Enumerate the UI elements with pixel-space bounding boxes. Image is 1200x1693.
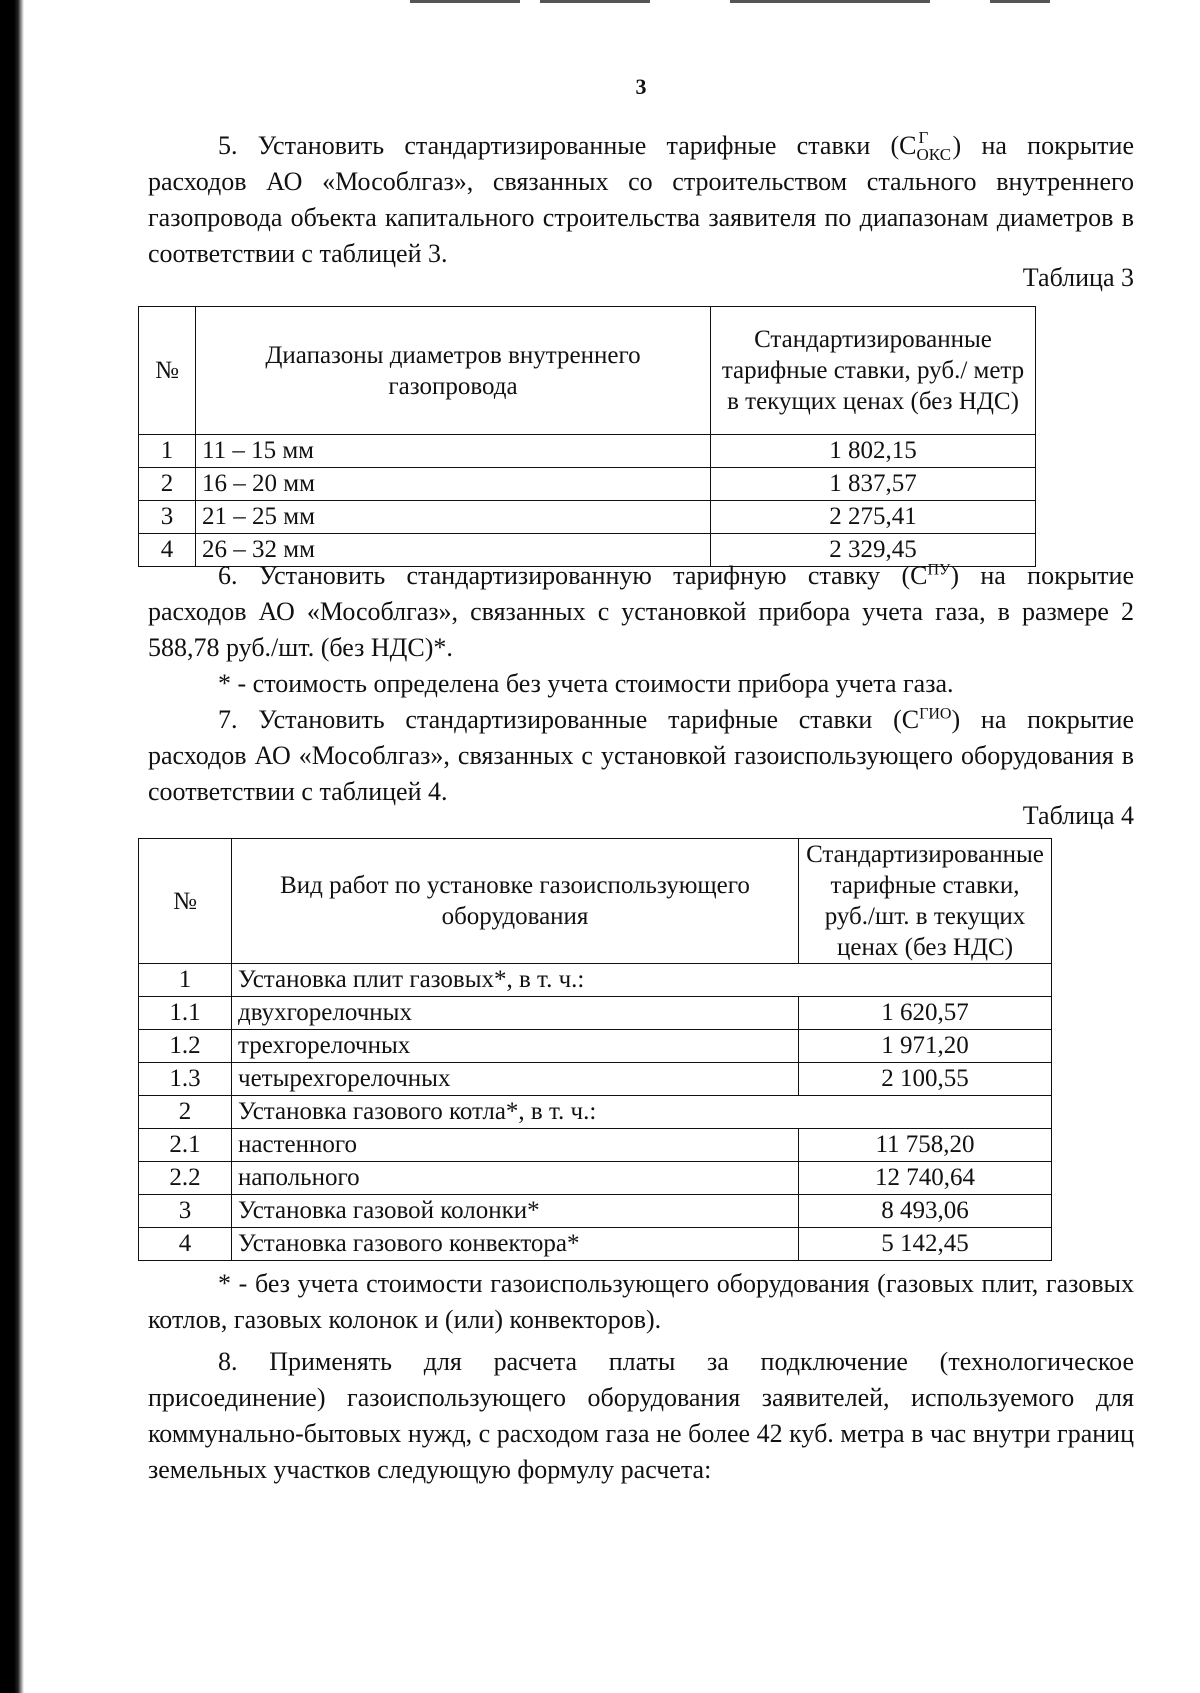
table-3 xyxy=(138,306,1036,567)
row-rate: 1 837,57 xyxy=(711,468,1036,501)
paragraph-5 xyxy=(148,128,1134,272)
row-range: 21 – 25 мм xyxy=(196,501,711,534)
table-3-caption: Таблица 3 xyxy=(1022,263,1134,292)
row-number: 1 xyxy=(139,435,196,468)
row-work: настенного xyxy=(232,1129,799,1162)
row-range: 16 – 20 мм xyxy=(196,468,711,501)
row-number: 1 xyxy=(139,964,232,997)
row-number: 1.2 xyxy=(139,1030,232,1063)
header-diameter-range: Диапазоны диаметров внутреннего газопровода xyxy=(196,307,711,435)
table-row xyxy=(139,1096,1052,1129)
table-row xyxy=(139,1063,1052,1096)
superscript: ПУ xyxy=(927,561,951,579)
table-row xyxy=(139,1228,1052,1261)
row-rate: 2 329,45 xyxy=(711,534,1036,567)
paragraph-6-text-a: 6. Установить стандартизированную тарифную ставку (С xyxy=(218,561,928,590)
row-rate: 11 758,20 xyxy=(799,1129,1052,1162)
table-row xyxy=(139,468,1036,501)
row-work: напольного xyxy=(232,1162,799,1195)
row-number: 2.1 xyxy=(139,1129,232,1162)
row-rate: 5 142,45 xyxy=(799,1228,1052,1261)
table-header-row xyxy=(139,307,1036,435)
row-range: 26 – 32 мм xyxy=(196,534,711,567)
row-work: двухгорелочных xyxy=(232,997,799,1030)
paragraph-6-text-b: ) на покрытие расходов АО «Мособлгаз», связанных с установкой прибора учета газа, в размере 2 588,78 руб./шт. (без НДС)*. xyxy=(148,561,1134,662)
table-row xyxy=(139,1195,1052,1228)
row-work: Установка газового котла*, в т. ч.: xyxy=(232,1096,1052,1129)
paragraph-6 xyxy=(148,558,1134,666)
row-number: 3 xyxy=(139,501,196,534)
row-number: 1.1 xyxy=(139,997,232,1030)
header-tariff-rate: Стандартизированные тарифные ставки, руб./ метр в текущих ценах (без НДС) xyxy=(711,307,1036,435)
table-row xyxy=(139,964,1052,997)
row-number: 2 xyxy=(139,1096,232,1129)
row-range: 11 – 15 мм xyxy=(196,435,711,468)
row-work: Установка газовой колонки* xyxy=(232,1195,799,1228)
row-number: 2 xyxy=(139,468,196,501)
row-number: 1.3 xyxy=(139,1063,232,1096)
paragraph-6-note xyxy=(148,666,1134,702)
paragraph-8 xyxy=(148,1344,1134,1488)
superscript: ГИО xyxy=(919,705,952,723)
page-number: 3 xyxy=(635,74,647,99)
paragraph-7-text-a: 7. Установить стандартизированные тарифные ставки (С xyxy=(218,705,920,734)
header-number: № xyxy=(139,307,196,435)
formula-symbol xyxy=(916,128,953,164)
row-rate: 1 971,20 xyxy=(799,1030,1052,1063)
table-row xyxy=(139,997,1052,1030)
row-work: Установка плит газовых*, в т. ч.: xyxy=(232,964,1052,997)
header-number: № xyxy=(139,839,232,964)
scan-mark xyxy=(410,0,520,3)
header-work-type: Вид работ по установке газоиспользующего оборудования xyxy=(232,839,799,964)
table-row xyxy=(139,1030,1052,1063)
row-number: 2.2 xyxy=(139,1162,232,1195)
paragraph-7 xyxy=(148,702,1134,810)
paragraph-5-text-b: ) на покрытие расходов АО «Мособлгаз», связанных со строительством стального внутреннего газопровода объекта капитального строительства заявителя по диапазонам диаметров в соответствии с таблицей 3. xyxy=(148,131,1134,268)
row-rate: 2 100,55 xyxy=(799,1063,1052,1096)
row-work: Установка газового конвектора* xyxy=(232,1228,799,1261)
note-text: * - без учета стоимости газоиспользующего оборудования (газовых плит, газовых котлов, газовых колонок и (или) конвекторов). xyxy=(148,1269,1134,1334)
row-rate: 8 493,06 xyxy=(799,1195,1052,1228)
table-4-note xyxy=(148,1266,1134,1338)
table-row xyxy=(139,501,1036,534)
table-row xyxy=(139,1162,1052,1195)
row-rate: 2 275,41 xyxy=(711,501,1036,534)
row-rate: 12 740,64 xyxy=(799,1162,1052,1195)
scan-mark xyxy=(990,0,1050,3)
paragraph-5-text-a: 5. Установить стандартизированные тарифные ставки (С xyxy=(218,131,917,160)
row-number: 3 xyxy=(139,1195,232,1228)
header-tariff-rate: Стандартизированные тарифные ставки, руб./шт. в текущих ценах (без НДС) xyxy=(799,839,1052,964)
row-number: 4 xyxy=(139,1228,232,1261)
table-row xyxy=(139,1129,1052,1162)
table-4-caption: Таблица 4 xyxy=(1022,801,1134,830)
table-row xyxy=(139,435,1036,468)
scan-mark xyxy=(730,0,930,3)
scan-mark xyxy=(540,0,650,3)
paragraph-7-text-b: ) на покрытие расходов АО «Мособлгаз», связанных с установкой газоиспользующего оборудования в соответствии с таблицей 4. xyxy=(148,705,1134,806)
paragraph-8-text: 8. Применять для расчета платы за подключение (технологическое присоединение) газоиспользующего оборудования заявителей, используемого для коммунально-бытовых нужд, с расходом газа не более 42 куб. метра в час внутри границ земельных участков следующую формулу расчета: xyxy=(148,1347,1134,1484)
table-4 xyxy=(138,838,1052,1261)
subscript: ОКС xyxy=(916,145,952,164)
table-header-row xyxy=(139,839,1052,964)
row-work: трехгорелочных xyxy=(232,1030,799,1063)
row-rate: 1 620,57 xyxy=(799,997,1052,1030)
superscript: Г xyxy=(918,128,929,147)
row-rate: 1 802,15 xyxy=(711,435,1036,468)
note-text: * - стоимость определена без учета стоимости прибора учета газа. xyxy=(218,669,954,698)
scan-edge xyxy=(0,0,24,1693)
row-number: 4 xyxy=(139,534,196,567)
row-work: четырехгорелочных xyxy=(232,1063,799,1096)
